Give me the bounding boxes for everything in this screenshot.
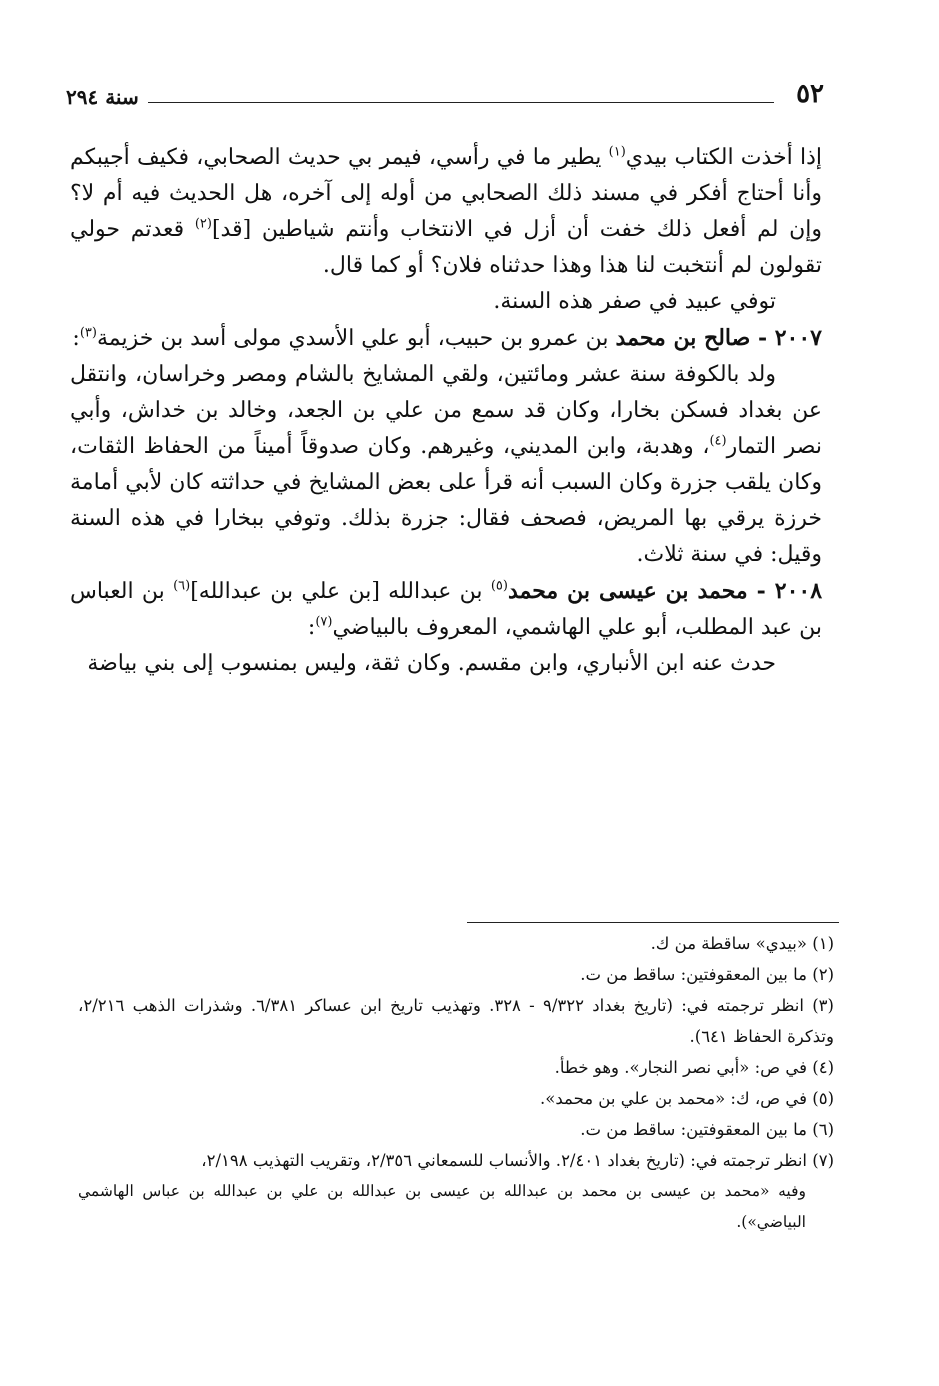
paragraph-1 xyxy=(70,140,822,284)
running-head: سنة ٢٩٤ xyxy=(66,85,139,109)
entry-name: صالح بن محمد xyxy=(615,325,751,351)
footnote-1: (١) «بيدي» ساقطة من ك. xyxy=(650,934,834,953)
entry-2008-heading xyxy=(70,573,822,646)
entry-2007-heading xyxy=(70,320,822,357)
footnote-ref-4: (٤) xyxy=(709,433,727,449)
entry-number: ٢٠٠٧ - xyxy=(750,325,822,351)
footnote-7-continued: وفيه «محمد بن عيسى بن محمد بن عبدالله بن عيسى بن عبدالله بن علي بن عبدالله بن عباس الهاشمي البياضي»). xyxy=(78,1182,806,1231)
footnote-ref-6: (٦) xyxy=(173,578,191,594)
footnote-7: (٧) انظر ترجمته في: (تاريخ بغداد ٢/٤٠١. والأنساب للسمعاني ٢/٣٥٦، وتقريب التهذيب ٢/١٩٨، xyxy=(201,1151,834,1170)
footnote-ref-1: (١) xyxy=(608,144,626,160)
entry-lineage: بن عمرو بن حبيب، أبو علي الأسدي مولى أسد بن خزيمة xyxy=(96,326,616,351)
footnote-ref-2: (٢) xyxy=(194,216,212,232)
paragraph-2: توفي عبيد في صفر هذه السنة. xyxy=(493,289,776,314)
page-number: ٥٢ xyxy=(796,79,824,109)
footnote-4: (٤) في ص: «أبي نصر النجار». وهو خطأ. xyxy=(554,1058,834,1077)
page-header xyxy=(66,78,824,118)
footnote-2: (٢) ما بين المعقوفتين: ساقط من ت. xyxy=(580,965,834,984)
footnote-6: (٦) ما بين المعقوفتين: ساقط من ت. xyxy=(580,1120,834,1139)
paragraph-3 xyxy=(70,357,822,573)
entry-name: محمد بن عيسى بن محمد xyxy=(507,578,748,604)
paragraph-text: قعدتم حولي تقولون لم أنتخبت لنا هذا وهذا حدثناه فلان؟ أو كما قال. xyxy=(70,217,822,278)
paragraph-4: حدث عنه ابن الأنباري، وابن مقسم. وكان ثقة، وليس بمنسوب إلى بني بياضة xyxy=(87,651,776,676)
header-rule xyxy=(148,102,774,103)
footnote-ref-7: (٧) xyxy=(315,614,333,630)
body-text xyxy=(70,140,822,682)
entry-lineage: بن العباس بن عبد المطلب، أبو علي الهاشمي، المعروف بالبياضي xyxy=(70,579,822,640)
footnotes xyxy=(78,928,834,1238)
entry-colon: : xyxy=(72,326,80,351)
footnote-ref-5: (٥) xyxy=(490,578,508,594)
paragraph-text: ولد بالكوفة سنة عشر ومائتين، ولقي المشايخ بالشام ومصر وخراسان، وانتقل عن بغداد فسكن بخارا، وكان قد سمع من علي بن الجعد، وخالد بن خداش، وأبي نصر التمار xyxy=(70,362,822,459)
entry-lineage: بن عبدالله [بن علي بن عبدالله] xyxy=(190,579,491,604)
entry-number: ٢٠٠٨ - xyxy=(747,578,823,604)
footnote-3: (٣) انظر ترجمته في: (تاريخ بغداد ٩/٣٢٢ - ٣٢٨. وتهذيب تاريخ ابن عساكر ٦/٣٨١. وشذرات الذهب ٢/٢١٦، وتذكرة الحفاظ ٦٤١). xyxy=(78,996,834,1046)
paragraph-text: إذا أخذت الكتاب بيدي xyxy=(625,145,822,170)
footnote-5: (٥) في ص، ك: «محمد بن علي بن محمد». xyxy=(540,1089,834,1108)
entry-colon: : xyxy=(307,615,316,640)
footnote-ref-3: (٣) xyxy=(79,325,97,341)
paragraph-text: يطير ما في رأسي، فيمر بي حديث الصحابي، فكيف أجيبكم وأنا أحتاج أفكر في مسند ذلك الصحابي من أوله إلى آخره، هل الحديث فيه أم لا؟ وإن لم أفعل ذلك خفت أن أزل في الانتخاب وأنتم شياطين [قد] xyxy=(70,145,822,242)
paragraph-text: ، وهدبة، وابن المديني، وغيرهم. وكان صدوقاً أميناً من الحفاظ الثقات، وكان يلقب جزرة وكان السبب أنه قرأ على بعض المشايخ في حداثته كان لأبي أمامة خرزة يرقي بها المريض، فصحف فقال: جزرة بذلك. وتوفي ببخارا في هذه السنة وقيل: في سنة ثلاث. xyxy=(70,434,822,567)
footnote-rule xyxy=(467,922,839,923)
